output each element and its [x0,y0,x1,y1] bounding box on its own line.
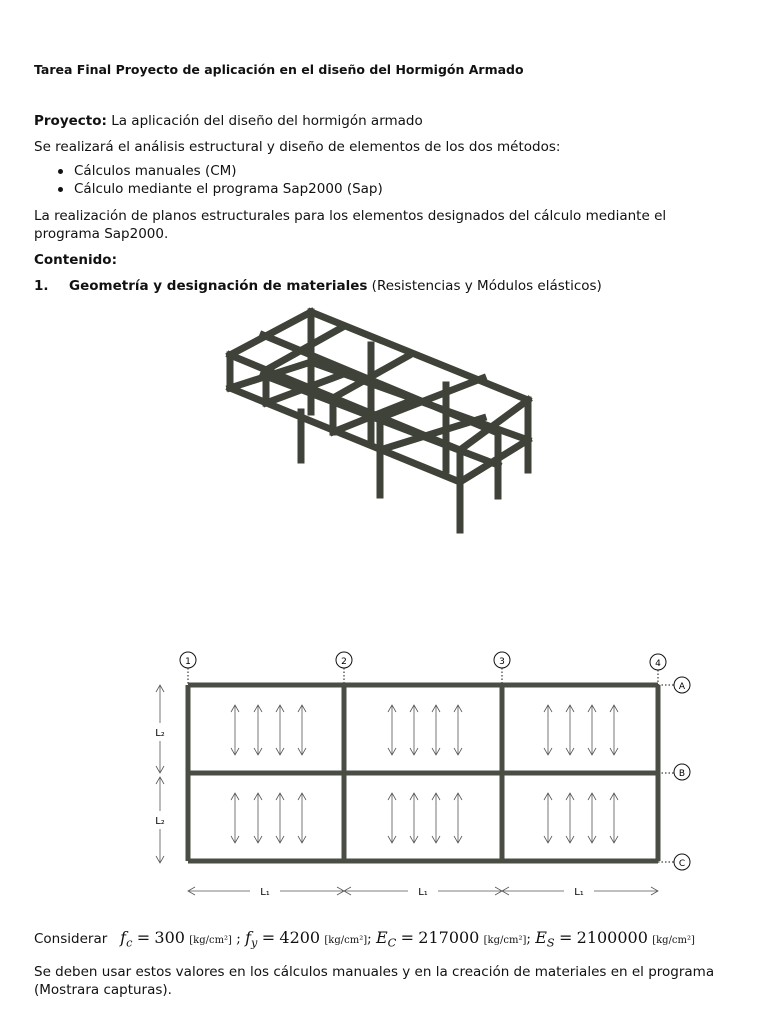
ec-value: 217000 [418,928,480,947]
es-value: 2100000 [576,928,648,947]
3d-frame-illustration [218,300,548,540]
floor-plan-diagram [140,645,710,915]
axis-marker-a [674,677,690,693]
axis-marker-2 [336,652,352,668]
axis-marker-c [674,854,690,870]
bullet-icon [58,187,63,192]
project-label: Proyecto: [34,113,107,129]
section-heading [69,278,602,294]
fc-value: 300 [154,928,185,947]
method-label: Cálculos manuales (CM) [74,163,237,179]
section-number: 1. [34,278,49,294]
content-label: Contenido: [34,252,117,268]
section-note: (Resistencias y Módulos elásticos) [367,278,602,294]
method-item [58,163,237,179]
section-title: Geometría y designación de materiales [69,278,368,294]
svg-text:4: 4 [655,659,661,669]
svg-text:3: 3 [499,657,505,667]
project-text: La aplicación del diseño del hormigón armado [106,113,423,129]
svg-text:B: B [678,769,686,779]
dimension-l2 [156,685,164,863]
axis-marker-3 [494,652,510,668]
axis-marker-4 [650,654,666,670]
axis-marker-1 [180,652,196,668]
project-line [34,112,423,130]
svg-text:1: 1 [185,657,191,667]
bullet-icon [58,169,63,174]
footer-paragraph: Se deben usar estos valores en los cálculos manuales y en la creación de materiales en el programa (Mostrara capturas). [34,964,715,998]
document-title: Tarea Final Proyecto de aplicación en el diseño del Hormigón Armado [34,62,524,77]
intro-text: Se realizará el análisis estructural y diseño de elementos de los dos métodos: [34,139,561,155]
dim-label-l1: L₁ [574,887,584,898]
dim-label-l1: L₁ [260,887,270,898]
fy-value: 4200 [279,928,321,947]
dim-label-l1: L₁ [418,887,428,898]
plan-beams [188,685,658,861]
svg-text:C: C [678,859,686,869]
dim-label-l2: L₂ [155,816,165,827]
material-properties-formula: Considerar $f_c = 300$ [kg/cm²] ; $f_y = 4200$ [kg/cm²]; $E_C = 217000$ [kg/cm²]; $E_S = 2100000$ [kg/cm²] [34,928,695,950]
method-label: Cálculo mediante el programa Sap2000 (Sap) [74,181,383,197]
plans-paragraph: La realización de planos estructurales para los elementos designados del cálculo mediante el programa Sap2000. [34,208,667,242]
svg-text:2: 2 [341,657,347,667]
method-item [58,181,383,197]
dim-label-l2: L₂ [155,728,165,739]
axis-marker-b [674,764,690,780]
svg-text:A: A [678,682,686,692]
formula-label: Considerar [34,931,108,947]
